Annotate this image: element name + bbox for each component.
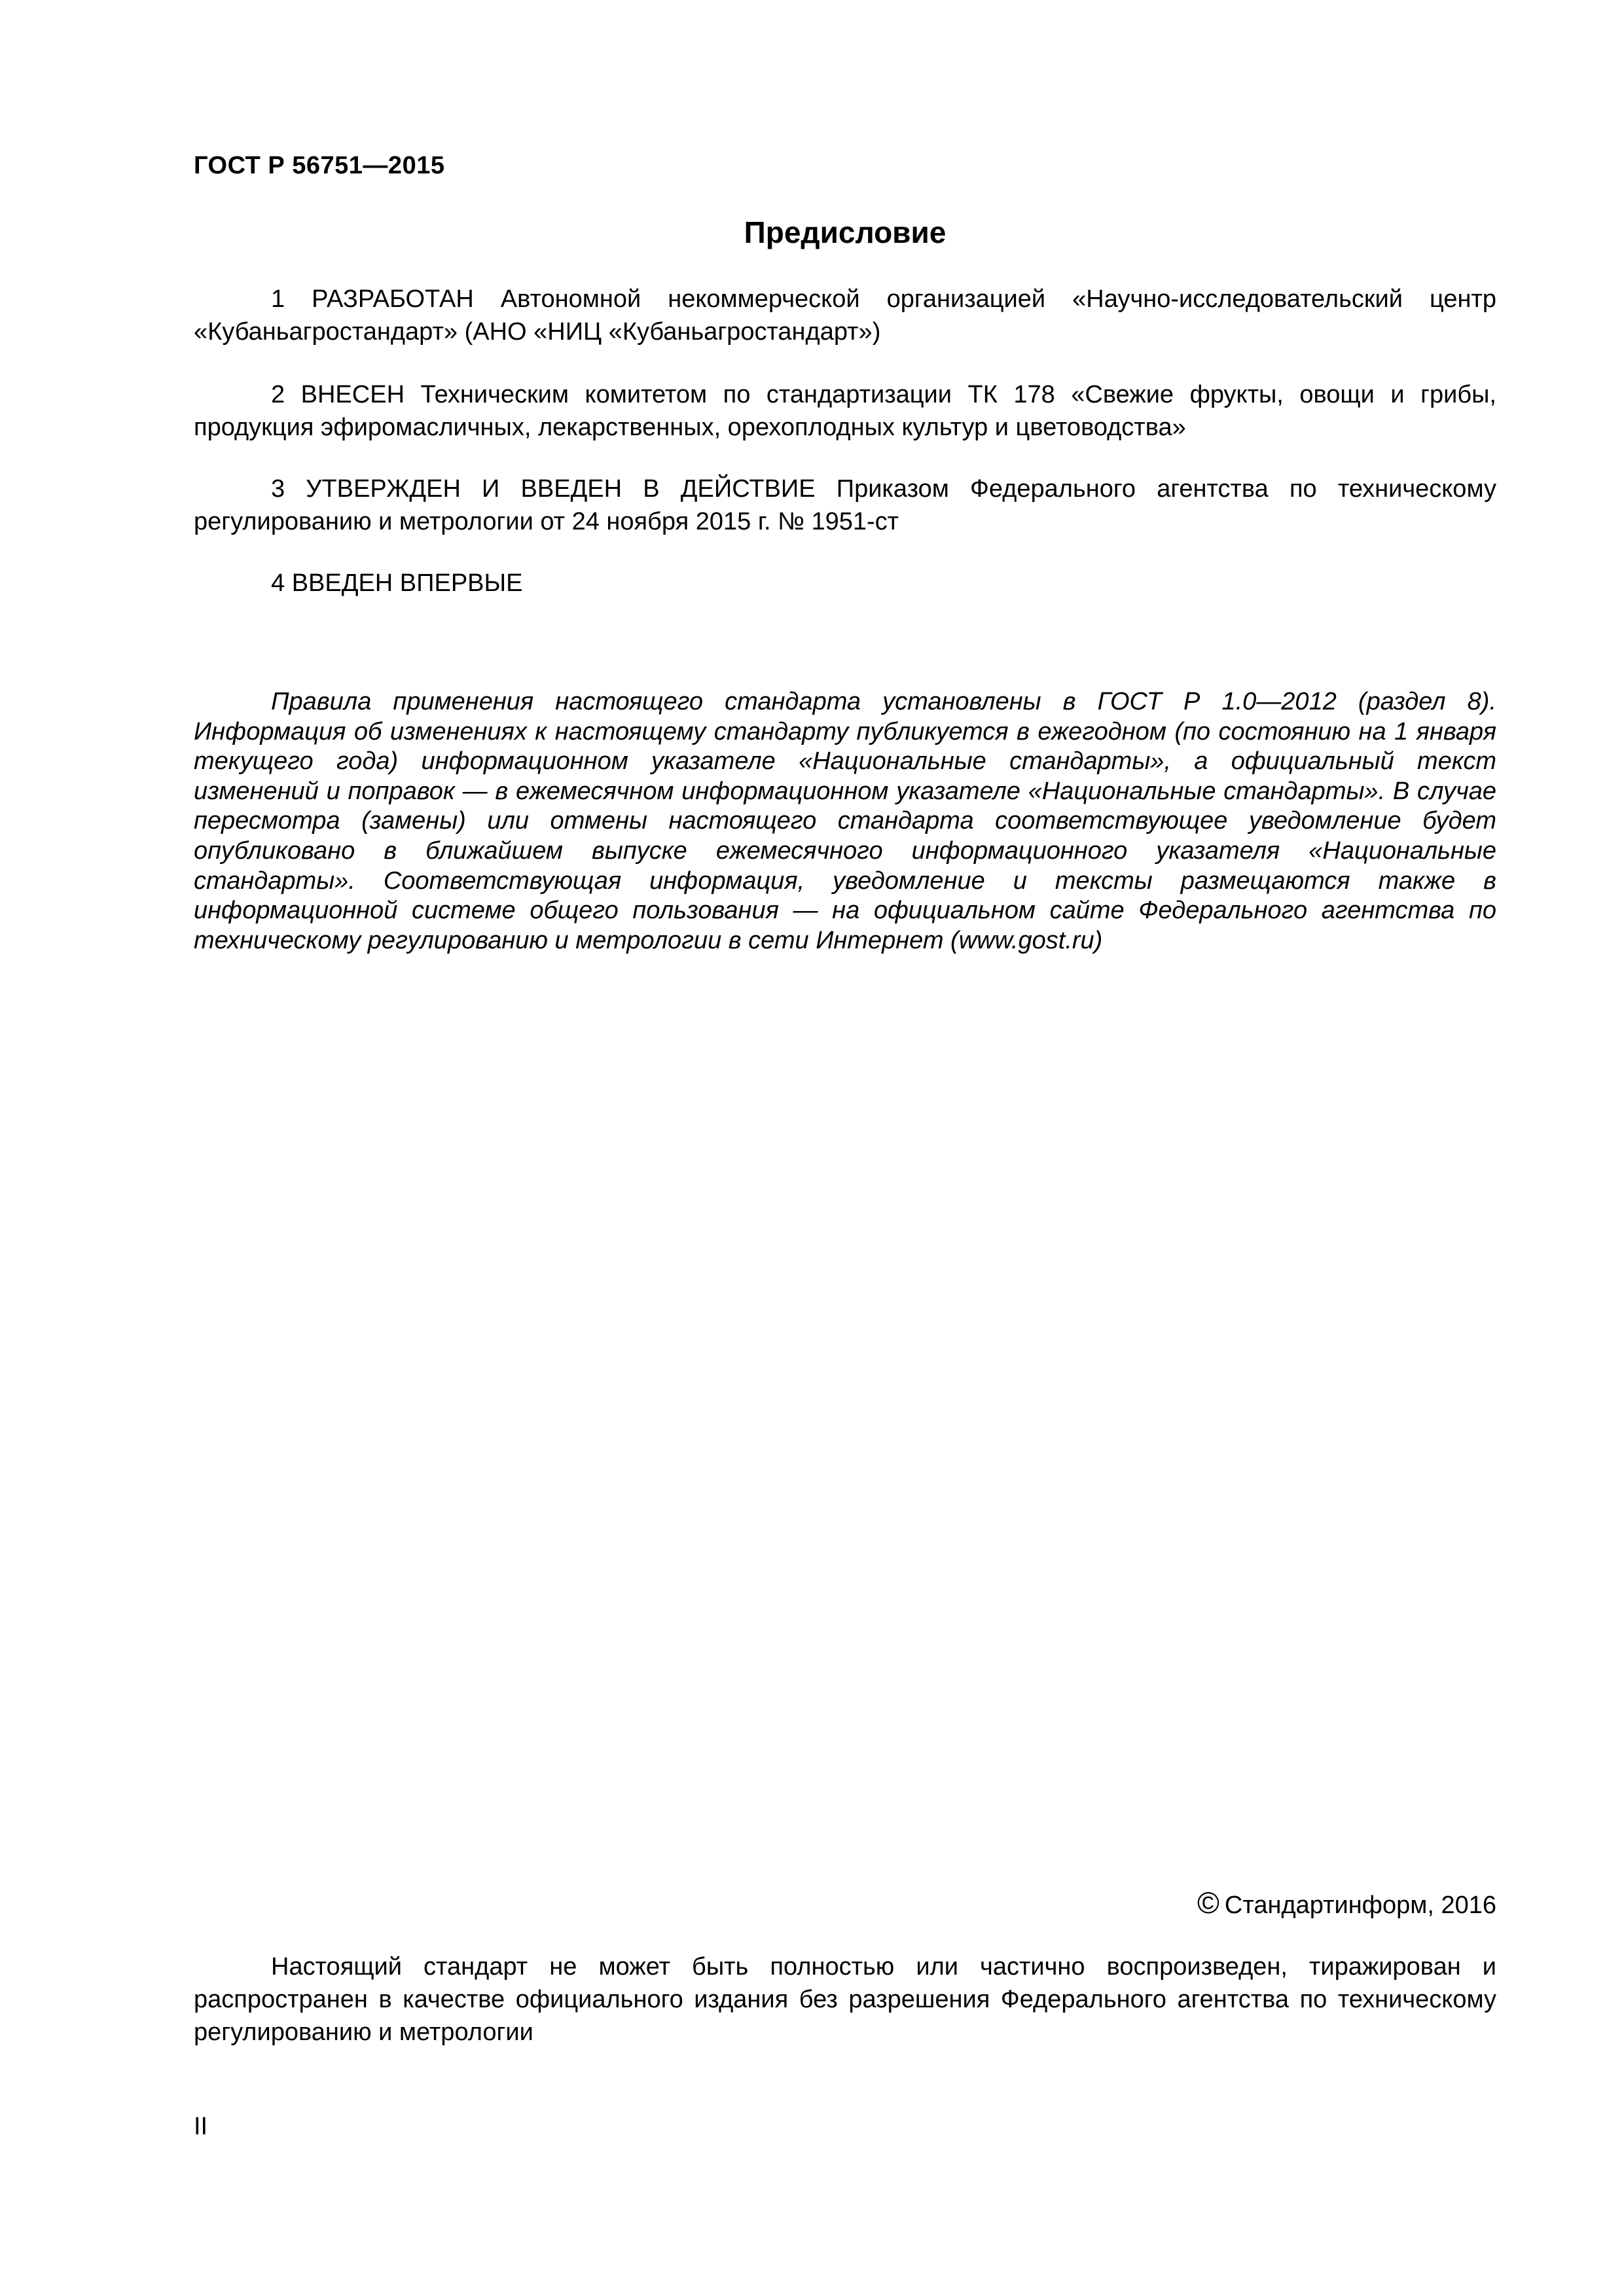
foreword-item-submitted: 2 ВНЕСЕН Техническим комитетом по стандартизации ТК 178 «Свежие фрукты, овощи и грибы, продукция эфиромасличных, лекарственных, орехоплодных культур и цветоводства» (194, 381, 1496, 441)
reproduction-rights-notice: Настоящий стандарт не может быть полностью или частично воспроизведен, тиражирован и распространен в качестве официального издания без разрешения Федерального агентства по техническому регулированию и метрологии (194, 1953, 1496, 2046)
foreword-item-approved: 3 УТВЕРЖДЕН И ВВЕДЕН В ДЕЙСТВИЕ Приказом Федерального агентства по техническому регулированию и метрологии от 24 ноября 2015 г. № 1951-ст (194, 475, 1496, 535)
foreword-item-developed: 1 РАЗРАБОТАН Автономной некоммерческой организацией «Научно-исследовательский центр «Кубаньагростандарт» (АНО «НИЦ «Кубаньагростандарт») (194, 285, 1496, 346)
document-code: ГОСТ Р 56751—2015 (194, 152, 445, 179)
application-rules-notice: Правила применения настоящего стандарта установлены в ГОСТ Р 1.0—2012 (раздел 8). Информация об изменениях к настоящему стандарту публикуется в ежегодном (по состоянию на 1 января текущего года) информационном указателе «Национальные стандарты», а официальный текст изменений и поправок — в ежемесячном информационном указателе «Национальные стандарты». В случае пересмотра (замены) или отмены настоящего стандарта соответствующее уведомление будет опубликовано в ближайшем выпуске ежемесячного информационного указателя «Национальные стандарты». Соответствующая информация, уведомление и тексты размещаются также в информационной системе общего пользования — на официальном сайте Федерального агентства по техническому регулированию и метрологии в сети Интернет (www.gost.ru) (194, 688, 1496, 954)
copyright-text: Стандартинформ, 2016 (1224, 1892, 1496, 1919)
section-title: Предисловие (744, 215, 947, 249)
foreword-item-introduced: 4 ВВЕДЕН ВПЕРВЫЕ (271, 569, 523, 597)
page-number: II (194, 2113, 208, 2140)
copyright-line (1197, 1885, 1496, 1920)
copyright-symbol: © (1197, 1886, 1219, 1920)
